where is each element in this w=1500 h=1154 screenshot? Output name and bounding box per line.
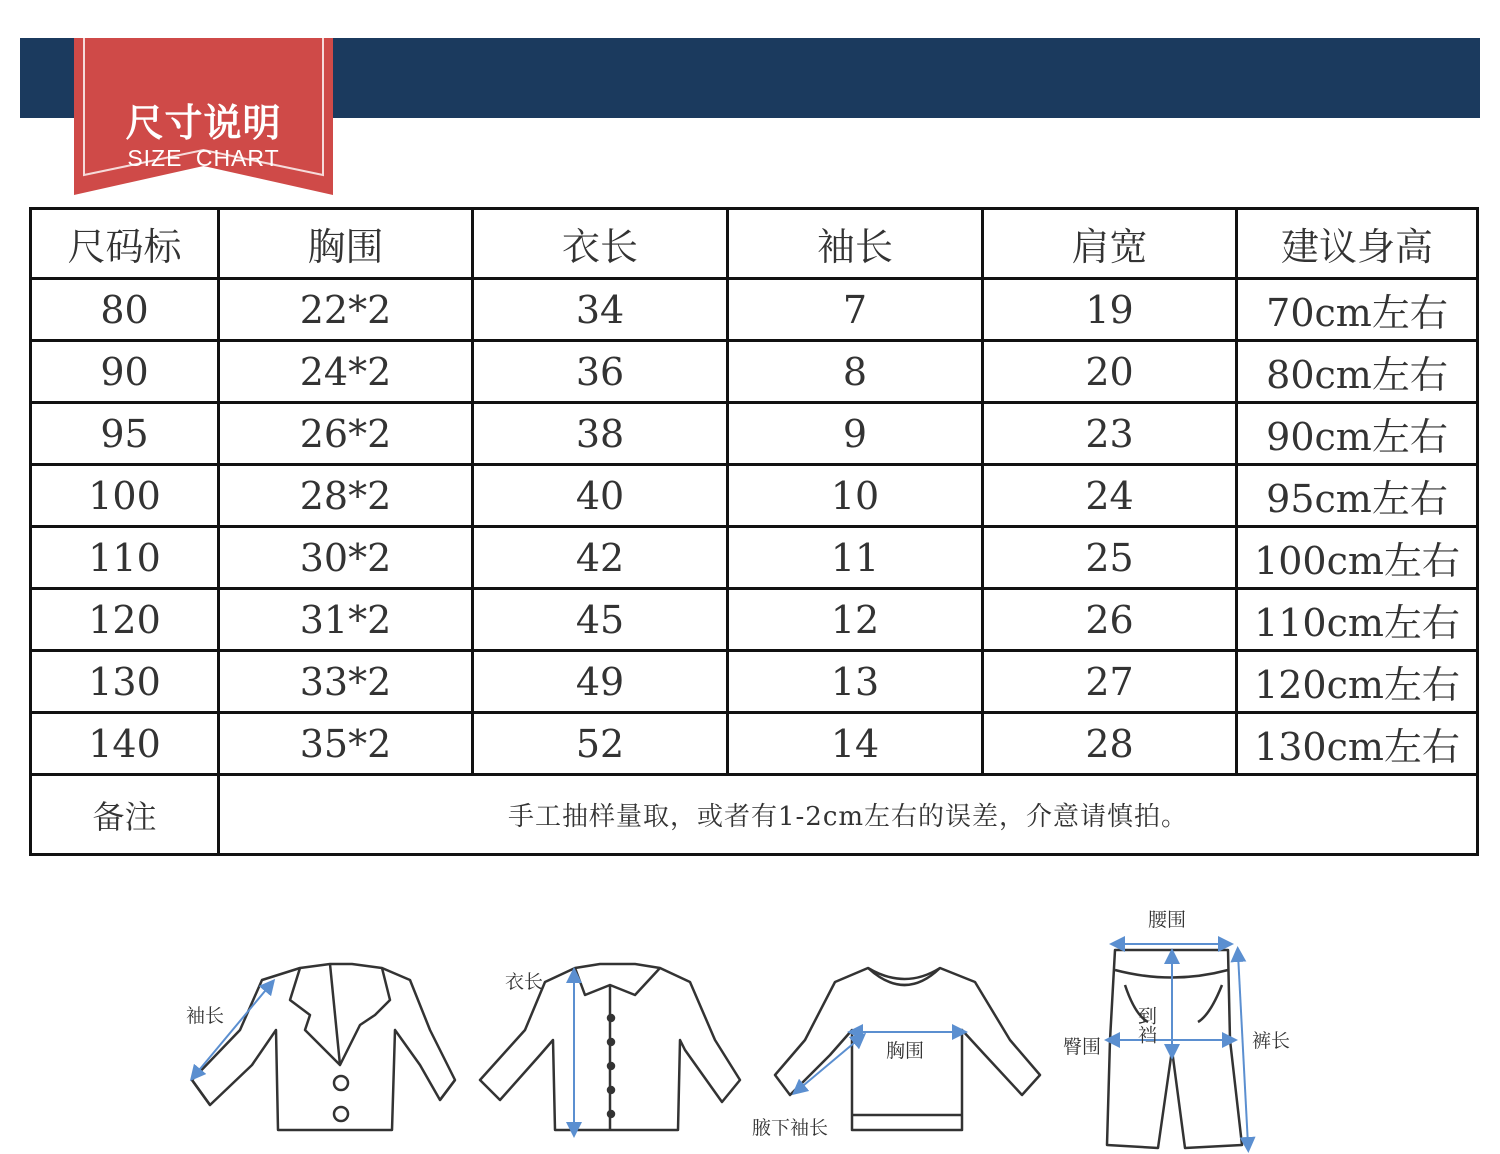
table-row bbox=[31, 589, 1478, 651]
cell-size: 90 bbox=[31, 341, 219, 403]
cell-sleeve: 11 bbox=[728, 527, 983, 589]
note-text: 手工抽样量取，或者有1-2cm左右的误差，介意请慎拍。 bbox=[219, 775, 1478, 855]
cell-chest: 26*2 bbox=[219, 403, 473, 465]
cell-sleeve: 12 bbox=[728, 589, 983, 651]
cell-shoulder: 27 bbox=[983, 651, 1237, 713]
cell-length: 34 bbox=[473, 279, 728, 341]
cell-sleeve: 7 bbox=[728, 279, 983, 341]
cell-chest: 22*2 bbox=[219, 279, 473, 341]
cell-size: 95 bbox=[31, 403, 219, 465]
cell-chest: 33*2 bbox=[219, 651, 473, 713]
pants-hip-label: 臀围 bbox=[1063, 1036, 1102, 1058]
header-size: 尺码标 bbox=[31, 209, 219, 279]
cell-shoulder: 23 bbox=[983, 403, 1237, 465]
cell-height: 70cm左右 bbox=[1237, 279, 1478, 341]
pants-illustration bbox=[1107, 950, 1242, 1148]
cell-height: 110cm左右 bbox=[1237, 589, 1478, 651]
size-chart-banner bbox=[74, 38, 333, 195]
cell-length: 40 bbox=[473, 465, 728, 527]
table-header-row bbox=[31, 209, 1478, 279]
sleeve-arrow bbox=[195, 985, 270, 1075]
cell-height: 90cm左右 bbox=[1237, 403, 1478, 465]
pants-length-label: 裤长 bbox=[1252, 1030, 1291, 1052]
cell-height: 80cm左右 bbox=[1237, 341, 1478, 403]
table-row bbox=[31, 465, 1478, 527]
cell-height: 95cm左右 bbox=[1237, 465, 1478, 527]
jacket-illustration bbox=[192, 964, 455, 1130]
jacket-sleeve-label: 袖长 bbox=[186, 1005, 225, 1027]
cell-sleeve: 10 bbox=[728, 465, 983, 527]
table-row bbox=[31, 403, 1478, 465]
cell-height: 130cm左右 bbox=[1237, 713, 1478, 775]
header-length: 衣长 bbox=[473, 209, 728, 279]
pants-rise-label: 到裆 bbox=[1135, 1006, 1157, 1044]
cell-shoulder: 20 bbox=[983, 341, 1237, 403]
cell-shoulder: 19 bbox=[983, 279, 1237, 341]
sweater-chest-label: 胸围 bbox=[886, 1040, 925, 1062]
cell-shoulder: 28 bbox=[983, 713, 1237, 775]
table-row bbox=[31, 713, 1478, 775]
cell-length: 49 bbox=[473, 651, 728, 713]
cell-shoulder: 26 bbox=[983, 589, 1237, 651]
table-row bbox=[31, 341, 1478, 403]
cell-length: 45 bbox=[473, 589, 728, 651]
cell-size: 120 bbox=[31, 589, 219, 651]
cell-sleeve: 8 bbox=[728, 341, 983, 403]
cell-height: 120cm左右 bbox=[1237, 651, 1478, 713]
cell-size: 110 bbox=[31, 527, 219, 589]
note-label: 备注 bbox=[31, 775, 219, 855]
cell-size: 130 bbox=[31, 651, 219, 713]
shirt-length-label: 衣长 bbox=[505, 971, 544, 993]
cell-chest: 28*2 bbox=[219, 465, 473, 527]
cell-chest: 30*2 bbox=[219, 527, 473, 589]
table-row bbox=[31, 651, 1478, 713]
header-shoulder: 肩宽 bbox=[983, 209, 1237, 279]
cell-length: 52 bbox=[473, 713, 728, 775]
table-note-row bbox=[31, 775, 1478, 855]
pants-waist-label: 腰围 bbox=[1148, 909, 1187, 931]
measurement-illustrations bbox=[0, 890, 1500, 1154]
sweater-underarm-label: 腋下袖长 bbox=[752, 1117, 829, 1139]
cell-size: 140 bbox=[31, 713, 219, 775]
header-chest: 胸围 bbox=[219, 209, 473, 279]
underarm-arrow bbox=[798, 1038, 860, 1090]
cell-size: 80 bbox=[31, 279, 219, 341]
cell-length: 36 bbox=[473, 341, 728, 403]
cell-shoulder: 24 bbox=[983, 465, 1237, 527]
cell-chest: 35*2 bbox=[219, 713, 473, 775]
cell-chest: 31*2 bbox=[219, 589, 473, 651]
cell-length: 38 bbox=[473, 403, 728, 465]
banner-subtitle: SIZE CHART bbox=[127, 145, 280, 171]
cell-sleeve: 14 bbox=[728, 713, 983, 775]
cell-shoulder: 25 bbox=[983, 527, 1237, 589]
cell-chest: 24*2 bbox=[219, 341, 473, 403]
header-height: 建议身高 bbox=[1237, 209, 1478, 279]
cell-sleeve: 13 bbox=[728, 651, 983, 713]
header-sleeve: 袖长 bbox=[728, 209, 983, 279]
banner-title: 尺寸说明 bbox=[125, 101, 282, 145]
size-table bbox=[29, 207, 1479, 856]
table-row bbox=[31, 527, 1478, 589]
cell-height: 100cm左右 bbox=[1237, 527, 1478, 589]
cell-size: 100 bbox=[31, 465, 219, 527]
cell-length: 42 bbox=[473, 527, 728, 589]
table-row bbox=[31, 279, 1478, 341]
cell-sleeve: 9 bbox=[728, 403, 983, 465]
